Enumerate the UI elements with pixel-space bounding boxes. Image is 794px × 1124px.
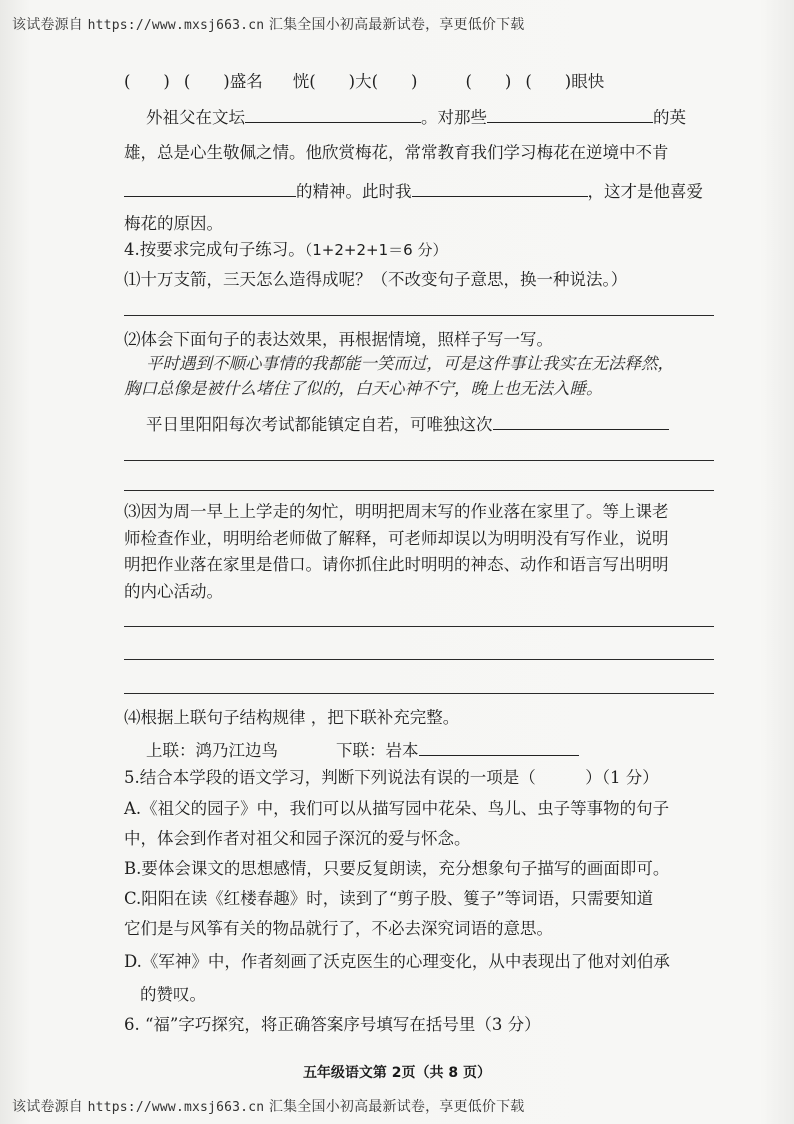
q4-s3-line-2: 师检查作业，明明给老师做了解释，可老师却误以为明明没有写作业，说明: [124, 529, 669, 548]
fill-line-4: 梅花的原因。: [124, 214, 223, 233]
answer-blank[interactable]: [419, 737, 579, 756]
answer-blank[interactable]: [487, 104, 653, 123]
q4-s3-line-4: 的内心活动。: [124, 582, 223, 601]
q5-option-c-1: C.阳阳在读《红楼春趣》时，读到了“剪子股、篗子”等词语，只需要知道: [124, 889, 654, 908]
answer-blank[interactable]: [245, 104, 421, 123]
answer-line[interactable]: [124, 693, 714, 694]
fill-line-2: 雄，总是心生敬佩之情。他欣赏梅花，常常教育我们学习梅花在逆境中不肯: [124, 143, 669, 162]
q5-option-a-2: 中，体会到作者对祖父和园子深沉的爱与怀念。: [124, 829, 471, 848]
q6-title: 6. “福”字巧探究，将正确答案序号填写在括号里（3 分）: [124, 1015, 541, 1034]
q4-s2-prompt: 平日里阳阳每次考试都能镇定自若，可唯独这次: [146, 411, 746, 437]
q4-s2: ⑵体会下面句子的表达效果，再根据情境，照样子写一写。: [124, 330, 553, 349]
answer-blank[interactable]: [124, 178, 296, 197]
answer-line[interactable]: [124, 659, 714, 660]
answer-line[interactable]: [124, 315, 714, 316]
fill-line-3: 的精神。此时我 ，这才是他喜爱: [124, 178, 724, 204]
page-footer: 五年级语文第 2页（共 8 页）: [302, 1065, 492, 1081]
couplet-lower: 下联：岩本: [336, 741, 419, 760]
q5-option-a-1: A.《祖父的园子》中，我们可以从描写园中花朵、鸟儿、虫子等事物的句子: [124, 799, 670, 818]
q5-option-d-2: 的赞叹。: [140, 985, 206, 1004]
answer-line[interactable]: [124, 460, 714, 461]
watermark-bottom: 该试卷源自 https://www.mxsj663.cn 汇集全国小初高最新试卷，享更低价下载: [12, 1099, 525, 1115]
answer-line[interactable]: [124, 490, 714, 491]
q4-s1: ⑴十万支箭，三天怎么造得成呢？（不改变句子意思，换一种说法。）: [124, 270, 628, 289]
q4-s2-example-1: 平时遇到不顺心事情的我都能一笑而过，可是这件事让我实在无法释然，: [146, 354, 674, 373]
q4-s3-line-3: 明把作业落在家里是借口。请你抓住此时明明的神态、动作和语言写出明明: [124, 555, 669, 574]
q4-s4-couplet: [146, 737, 746, 763]
q4-s4: ⑷根据上联句子结构规律 ，把下联补充完整。: [124, 708, 460, 727]
watermark-top: 该试卷源自 https://www.mxsj663.cn 汇集全国小初高最新试卷，享更低价下载: [12, 17, 525, 33]
q4-title: 4.按要求完成句子练习。（1+2+2+1＝6 分）: [124, 240, 448, 259]
q5-title: 5.结合本学段的语文学习，判断下列说法有误的一项是（ ）（1 分）: [124, 768, 659, 787]
couplet-upper: 上联：鸿乃江边鸟: [146, 741, 278, 760]
q5-option-b: B.要体会课文的思想感情，只要反复朗读，充分想象句子描写的画面即可。: [124, 859, 670, 878]
watermark-url[interactable]: https://www.mxsj663.cn: [87, 1100, 265, 1115]
q5-option-c-2: 它们是与风筝有关的物品就行了，不必去深究词语的意思。: [124, 919, 553, 938]
answer-blank[interactable]: [493, 411, 669, 430]
answer-line[interactable]: [124, 626, 714, 627]
answer-blank[interactable]: [412, 178, 588, 197]
idiom-row: ( ) ( )盛名 恍( )大( ) ( ) ( )眼快: [124, 72, 605, 91]
watermark-url[interactable]: https://www.mxsj663.cn: [87, 18, 265, 33]
fill-line-1: 外祖父在文坛 。对那些 的英: [146, 104, 746, 130]
q4-s3-line-1: ⑶因为周一早上上学走的匆忙，明明把周末写的作业落在家里了。等上课老: [124, 502, 669, 521]
q4-s2-example-2: 胸口总像是被什么堵住了似的，白天心神不宁，晚上也无法入睡。: [124, 379, 603, 398]
q5-option-d-1: D.《军神》中，作者刻画了沃克医生的心理变化，从中表现出了他对刘伯承: [124, 952, 670, 971]
